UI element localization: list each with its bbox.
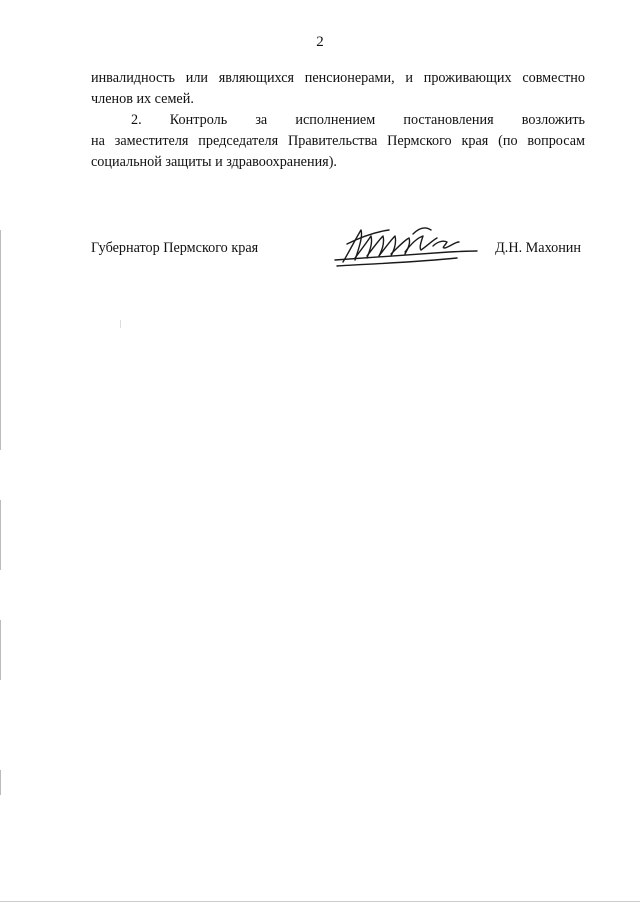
scan-speck xyxy=(120,320,121,328)
text-line: инвалидность или являющихся пенсионерами, и проживающих совместно xyxy=(91,70,585,86)
signatory-name: Д.Н. Махонин xyxy=(495,240,581,256)
text-line: 2. Контроль за исполнением постановления возложить xyxy=(131,112,585,128)
page-number: 2 xyxy=(316,34,324,50)
scan-edge-mark xyxy=(0,770,1,795)
paragraph-item-2 xyxy=(91,110,585,173)
scan-bottom-edge xyxy=(0,901,640,902)
scan-edge-mark xyxy=(0,620,1,680)
handwritten-signature xyxy=(329,222,479,272)
scan-edge-mark xyxy=(0,230,1,450)
signatory-title: Губернатор Пермского края xyxy=(91,240,259,256)
text-line: социальной защиты и здравоохранения). xyxy=(91,154,337,170)
scan-edge-mark xyxy=(0,500,1,570)
text-line: членов их семей. xyxy=(91,91,194,107)
text-line: на заместителя председателя Правительства Пермского края (по вопросам xyxy=(91,133,585,149)
paragraph-continuation xyxy=(91,68,585,110)
signature-block xyxy=(91,236,581,276)
